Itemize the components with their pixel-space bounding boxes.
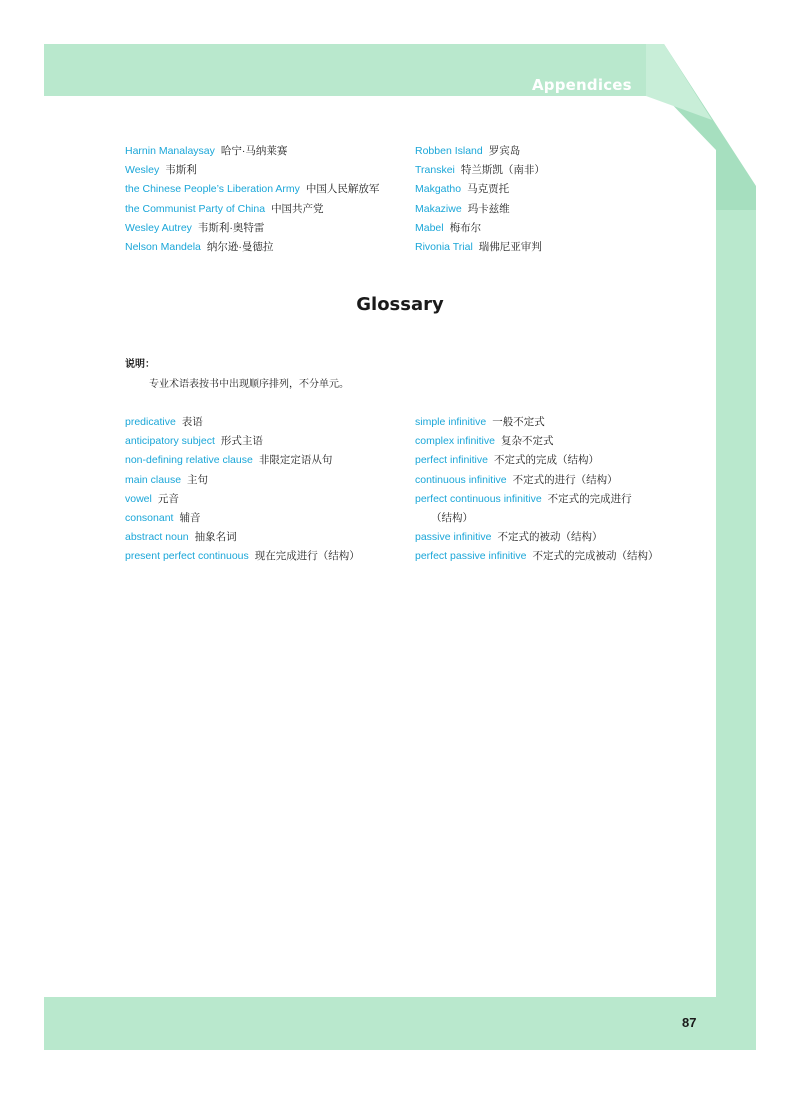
term-en: main clause [125, 473, 182, 486]
list-item-continuation [415, 509, 658, 528]
list-item [415, 413, 658, 432]
term-en: Mabel [415, 221, 444, 234]
list-item [415, 547, 658, 566]
term-zh: 主句 [187, 473, 209, 486]
term-zh: 不定式的被动（结构） [497, 531, 603, 544]
term-zh: 一般不定式 [492, 416, 545, 428]
term-zh: 罗宾岛 [488, 145, 521, 157]
list-item [125, 413, 360, 432]
names-list-right [415, 142, 545, 257]
list-item [125, 528, 360, 547]
page-curl-shadow [664, 44, 756, 210]
term-zh: 现在完成进行（结构） [254, 550, 360, 563]
term-zh: 马克贾托 [467, 183, 510, 196]
term-en: perfect passive infinitive [415, 550, 527, 563]
term-en: consonant [125, 511, 174, 524]
term-zh: 形式主语 [220, 435, 263, 448]
term-zh: 不定式的完成（结构） [493, 454, 599, 467]
term-zh: 特兰斯凯（南非） [460, 164, 545, 177]
term-en: non-defining relative clause [125, 454, 253, 467]
term-en: passive infinitive [415, 531, 492, 544]
list-item [125, 451, 360, 470]
list-item [125, 471, 360, 490]
page-number: 87 [682, 1015, 697, 1030]
right-margin-strip [716, 210, 756, 1010]
term-zh: 元音 [157, 492, 179, 505]
term-en: predicative [125, 416, 176, 428]
term-en: Wesley Autrey [125, 221, 192, 234]
term-en: vowel [125, 492, 152, 505]
term-en: the Chinese People’s Liberation Army [125, 183, 300, 196]
term-zh: 不定式的完成进行 [547, 492, 632, 505]
list-item [125, 219, 379, 238]
note-label: 说明： [125, 359, 155, 370]
list-item [415, 200, 545, 219]
term-en: abstract noun [125, 531, 189, 544]
term-en: Transkei [415, 164, 455, 177]
list-item [125, 432, 360, 451]
term-en: Nelson Mandela [125, 240, 201, 253]
term-en: perfect continuous infinitive [415, 492, 542, 505]
term-en: simple infinitive [415, 416, 487, 428]
list-item [125, 509, 360, 528]
term-zh: 纳尔逊·曼德拉 [206, 240, 274, 253]
term-zh: 韦斯利·奥特雷 [197, 221, 265, 234]
term-en: Wesley [125, 164, 160, 177]
glossary-list-left [125, 413, 360, 567]
term-en: present perfect continuous [125, 550, 249, 563]
term-zh: 中国人民解放军 [305, 183, 380, 196]
list-item [125, 200, 379, 219]
term-zh: 不定式的完成被动（结构） [532, 550, 659, 563]
term-zh: 玛卡兹维 [467, 202, 510, 215]
glossary-title: Glossary [356, 294, 444, 315]
term-zh: 抽象名词 [194, 531, 237, 544]
term-en: perfect infinitive [415, 454, 488, 467]
list-item [125, 547, 360, 566]
term-en: Harnin Manalaysay [125, 145, 215, 157]
term-en: Robben Island [415, 145, 483, 157]
list-item [415, 180, 545, 199]
term-zh: 非限定定语从句 [258, 454, 333, 467]
term-en: anticipatory subject [125, 435, 215, 448]
names-list-left [125, 142, 379, 257]
term-zh: 梅布尔 [449, 221, 482, 234]
list-item [415, 219, 545, 238]
term-en: Makaziwe [415, 202, 462, 215]
list-item [415, 142, 545, 161]
term-zh: 表语 [181, 416, 203, 428]
list-item [125, 180, 379, 199]
list-item [415, 528, 658, 547]
list-item [415, 238, 545, 257]
list-item [125, 238, 379, 257]
term-zh: 哈宁·马纳莱赛 [220, 145, 288, 157]
term-zh: 复杂不定式 [500, 435, 554, 448]
term-zh: 辅音 [179, 511, 201, 524]
term-en: Makgatho [415, 183, 462, 196]
list-item [125, 490, 360, 509]
list-item [125, 142, 379, 161]
list-item [415, 490, 658, 509]
section-label: Appendices [532, 76, 632, 94]
term-zh: 瑞佛尼亚审判 [478, 240, 542, 253]
list-item [415, 161, 545, 180]
list-item [415, 471, 658, 490]
term-zh: 韦斯利 [165, 164, 197, 177]
term-zh: 不定式的进行（结构） [512, 473, 618, 486]
list-item [415, 451, 658, 470]
note-text: 专业术语表按书中出现顺序排列，不分单元。 [149, 379, 349, 390]
term-en: Rivonia Trial [415, 240, 473, 253]
glossary-list-right [415, 413, 658, 567]
term-en: complex infinitive [415, 435, 495, 448]
list-item [415, 432, 658, 451]
term-en: the Communist Party of China [125, 202, 266, 215]
footer-band [44, 997, 756, 1050]
term-zh-continued: （结构） [431, 511, 473, 524]
term-zh: 中国共产党 [271, 202, 324, 215]
term-en: continuous infinitive [415, 473, 507, 486]
list-item [125, 161, 379, 180]
